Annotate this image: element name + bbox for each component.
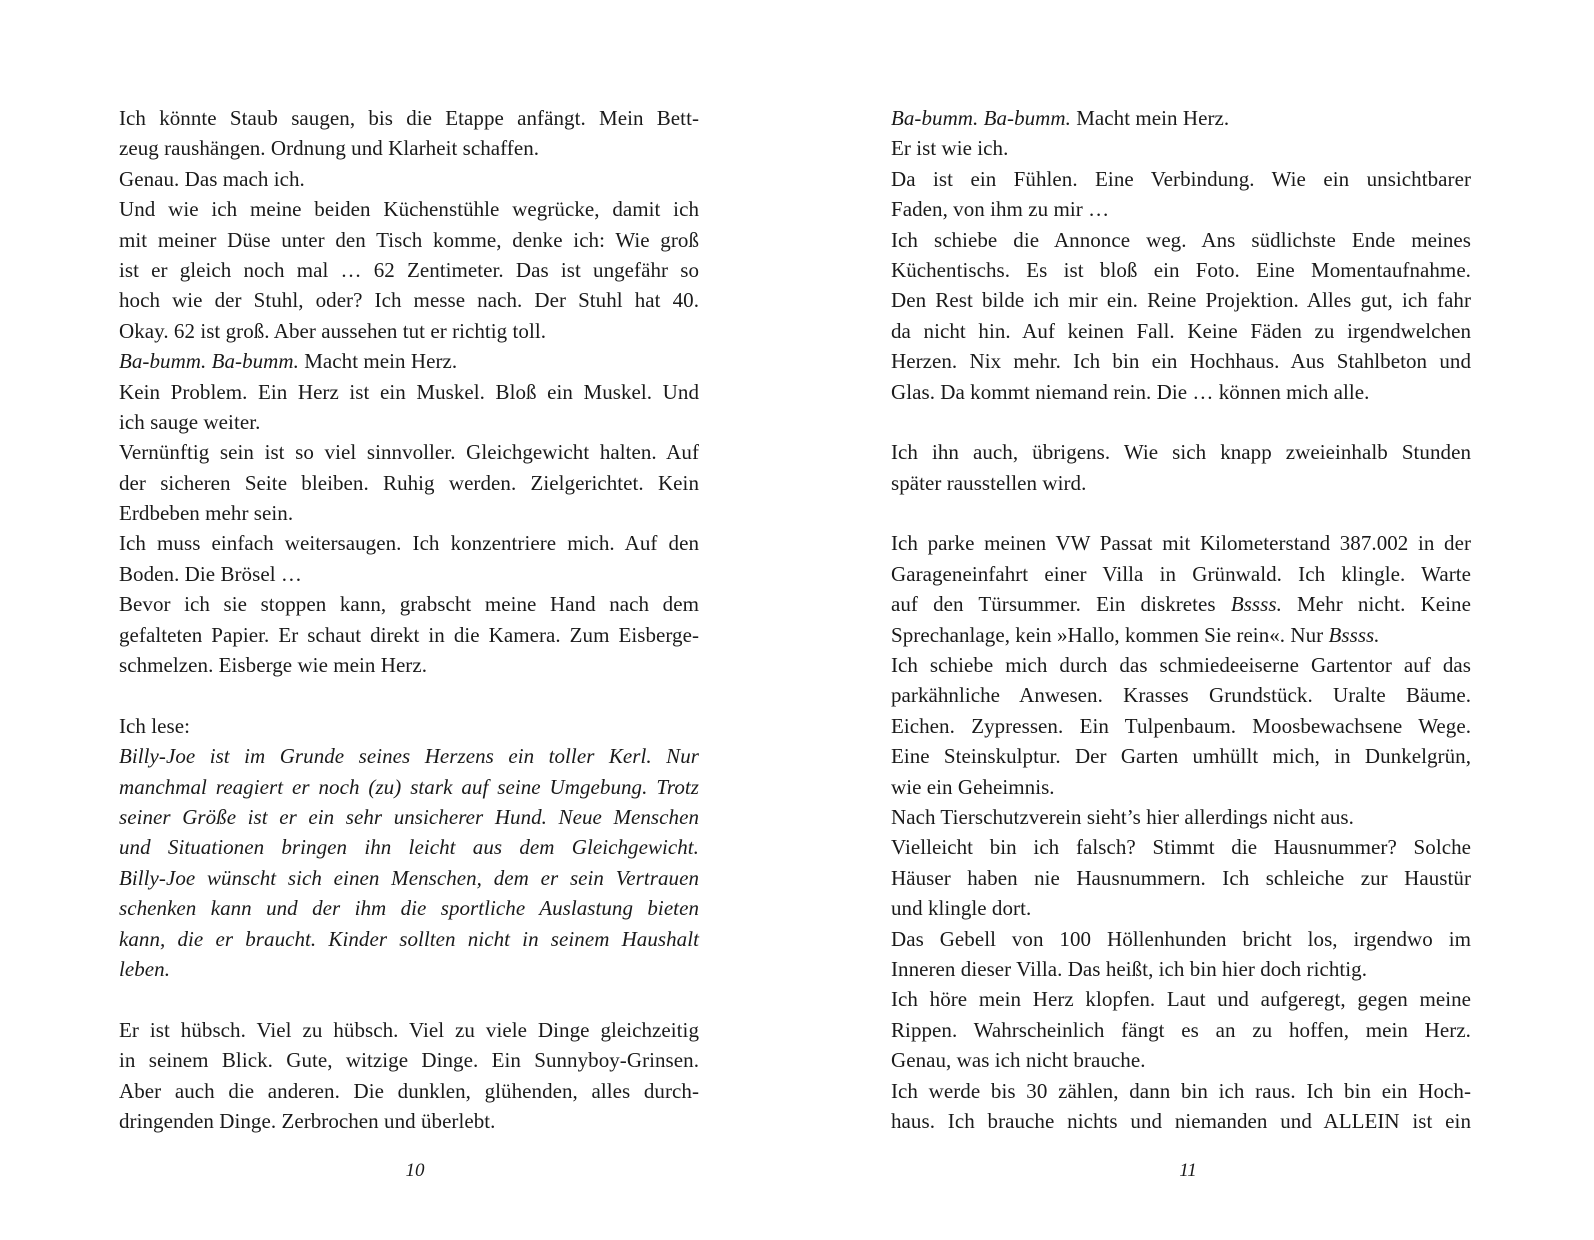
text-line (891, 346, 1471, 376)
line-text: Herzen. Nix mehr. Ich bin ein Hochhaus. Aus Stahlbeton und (891, 349, 1471, 374)
text-line (119, 863, 699, 893)
line-text: und klingle dort. (891, 896, 1032, 921)
line-text: Ich ihn auch, übrigens. Wie sich knapp zweieinhalb Stunden (891, 440, 1471, 465)
line-text: Vielleicht bin ich falsch? Stimmt die Hausnummer? Solche (891, 835, 1471, 860)
line-text: Erdbeben mehr sein. (119, 501, 294, 526)
text-line (119, 377, 699, 407)
text-line (119, 316, 699, 346)
line-text: Ich werde bis 30 zählen, dann bin ich raus. Ich bin ein Hoch- (891, 1078, 1471, 1103)
right-page-text (891, 103, 1471, 1136)
line-text: Genau, was ich nicht brauche. (891, 1048, 1146, 1073)
line-text: Er ist hübsch. Viel zu hübsch. Viel zu viele Dinge gleichzeitig (119, 1017, 699, 1042)
text-line (119, 437, 699, 467)
text-line (119, 802, 699, 832)
line-text: Macht mein Herz. (1070, 106, 1230, 130)
line-text: Den Rest bilde ich mir ein. Reine Projektion. Alles gut, ich fahr (891, 288, 1471, 313)
line-text: mit meiner Düse unter den Tisch komme, denke ich: Wie groß (119, 227, 699, 252)
text-line (891, 377, 1471, 407)
line-text: Da ist ein Fühlen. Eine Verbindung. Wie ein unsichtbarer (891, 166, 1471, 191)
line-text: Inneren dieser Villa. Das heißt, ich bin hier doch richtig. (891, 956, 1367, 981)
text-line (891, 589, 1471, 619)
line-text: seiner Größe ist er ein sehr unsicherer Hund. Neue Menschen (119, 804, 699, 829)
page-number-left: 10 (405, 1160, 425, 1181)
text-line (891, 711, 1471, 741)
text-line (891, 133, 1471, 163)
text-line (891, 285, 1471, 315)
line-text-italic: Ba-bumm. Ba-bumm. (119, 349, 299, 374)
text-line (119, 498, 699, 528)
text-line (119, 589, 699, 619)
line-text: haus. Ich brauche nichts und niemanden und ALLEIN ist ein (891, 1108, 1471, 1133)
line-text: Ich höre mein Herz klopfen. Laut und aufgeregt, gegen meine (891, 987, 1471, 1012)
line-text: ich sauge weiter. (119, 409, 261, 434)
line-text: Boden. Die Brösel … (119, 561, 302, 586)
text-line (119, 1076, 699, 1106)
text-line (891, 680, 1471, 710)
text-line (891, 984, 1471, 1014)
text-line (119, 650, 699, 680)
line-text: Küchentischs. Es ist bloß ein Foto. Eine Momentaufnahme. (891, 257, 1471, 282)
line-text: Das Gebell von 100 Höllenhunden bricht los, irgendwo im (891, 926, 1471, 951)
line-text: Bevor ich sie stoppen kann, grabscht meine Hand nach dem (119, 592, 699, 617)
line-text: Billy-Joe wünscht sich einen Menschen, dem er sein Vertrauen (119, 865, 699, 890)
text-line (891, 954, 1471, 984)
text-line (119, 559, 699, 589)
line-text: Mehr nicht. Keine (1281, 592, 1471, 617)
text-line (119, 164, 699, 194)
line-text: manchmal reagiert er noch (zu) stark auf seine Umgebung. Trotz (119, 774, 699, 799)
text-line (891, 802, 1471, 832)
line-text: parkähnliche Anwesen. Krasses Grundstück. Uralte Bäume. (891, 683, 1471, 708)
line-text: Aber auch die anderen. Die dunklen, glühenden, alles durch- (119, 1078, 699, 1103)
line-text: schenken kann und der ihm die sportliche Auslastung bieten (119, 896, 699, 921)
text-line (891, 1106, 1471, 1136)
text-line (119, 1015, 699, 1045)
line-text: Er ist wie ich. (891, 136, 1009, 161)
text-line (891, 863, 1471, 893)
text-line (119, 1045, 699, 1075)
text-line (119, 255, 699, 285)
text-line (891, 528, 1471, 558)
line-text: später rausstellen wird. (891, 470, 1087, 495)
line-text: Ich muss einfach weitersaugen. Ich konzentriere mich. Auf den (119, 531, 699, 556)
text-line (891, 1076, 1471, 1106)
text-line (119, 954, 699, 984)
text-line (891, 103, 1471, 133)
line-text: Eine Steinskulptur. Der Garten umhüllt mich, in Dunkelgrün, (891, 744, 1471, 769)
text-line (119, 893, 699, 923)
line-text: Ich lese: (119, 713, 190, 738)
text-line (891, 832, 1471, 862)
line-text-italic: Bssss. (1230, 592, 1282, 617)
line-text-italic: Bssss. (1328, 622, 1380, 647)
line-text: Garageneinfahrt einer Villa in Grünwald. Ich klingle. Warte (891, 561, 1471, 586)
text-line (891, 164, 1471, 194)
text-line (119, 528, 699, 558)
line-text: Ich parke meinen VW Passat mit Kilometerstand 387.002 in der (891, 531, 1471, 556)
text-line (119, 620, 699, 650)
text-line (119, 741, 699, 771)
line-text: und Situationen bringen ihn leicht aus dem Gleichgewicht. (119, 835, 699, 860)
line-text: Glas. Da kommt niemand rein. Die … können mich alle. (891, 379, 1370, 404)
text-line (891, 924, 1471, 954)
text-line (891, 559, 1471, 589)
text-line (119, 407, 699, 437)
text-line (119, 984, 699, 1014)
text-line (119, 133, 699, 163)
line-text: in seinem Blick. Gute, witzige Dinge. Ein Sunnyboy-Grinsen. (119, 1048, 699, 1073)
text-line (891, 741, 1471, 771)
text-line (119, 772, 699, 802)
text-line (891, 893, 1471, 923)
line-text: da nicht hin. Auf keinen Fall. Keine Fäden zu irgendwelchen (891, 318, 1471, 343)
text-line (119, 924, 699, 954)
line-text: Kein Problem. Ein Herz ist ein Muskel. Bloß ein Muskel. Und (119, 379, 699, 404)
line-text: der sicheren Seite bleiben. Ruhig werden. Zielgerichtet. Kein (119, 470, 699, 495)
line-text: ist er gleich noch mal … 62 Zentimeter. Das ist ungefähr so (119, 257, 699, 282)
text-line (119, 346, 699, 376)
text-line (119, 225, 699, 255)
text-line (891, 437, 1471, 467)
text-line (119, 285, 699, 315)
text-line (891, 650, 1471, 680)
line-text-roman: Sprechanlage, kein »Hallo, kommen Sie rein«. Nur (891, 622, 1329, 647)
text-line (891, 316, 1471, 346)
line-text: gefalteten Papier. Er schaut direkt in die Kamera. Zum Eisberge- (119, 622, 699, 647)
text-line (891, 194, 1471, 224)
text-line (119, 194, 699, 224)
text-line (891, 468, 1471, 498)
line-text: Ich schiebe mich durch das schmiedeeiserne Gartentor auf das (891, 653, 1471, 678)
text-line (891, 1045, 1471, 1075)
text-line (891, 620, 1471, 650)
line-text: kann, die er braucht. Kinder sollten nicht in seinem Haushalt (119, 926, 699, 951)
text-line (119, 832, 699, 862)
text-line (891, 255, 1471, 285)
text-line (891, 498, 1471, 528)
line-text: Häuser haben nie Hausnummern. Ich schleiche zur Haustür (891, 865, 1471, 890)
line-text: Genau. Das mach ich. (119, 166, 305, 191)
line-text: Nach Tierschutzverein sieht’s hier allerdings nicht aus. (891, 804, 1354, 829)
line-text: Macht mein Herz. (298, 349, 458, 374)
text-line (119, 103, 699, 133)
line-text: Billy-Joe ist im Grunde seines Herzens ein toller Kerl. Nur (119, 744, 699, 769)
line-text: Ich schiebe die Annonce weg. Ans südlichste Ende meines (891, 227, 1471, 252)
text-line (891, 772, 1471, 802)
line-text: schmelzen. Eisberge wie mein Herz. (119, 653, 428, 678)
page-number-right: 11 (1179, 1160, 1197, 1181)
line-text: Vernünftig sein ist so viel sinnvoller. Gleichgewicht halten. Auf (119, 440, 699, 465)
text-line (891, 225, 1471, 255)
text-line (119, 711, 699, 741)
line-text: dringenden Dinge. Zerbrochen und überlebt. (119, 1108, 496, 1133)
line-text: zeug raushängen. Ordnung und Klarheit schaffen. (119, 136, 540, 161)
line-text: leben. (119, 956, 171, 981)
line-text: Okay. 62 ist groß. Aber aussehen tut er richtig toll. (119, 318, 547, 343)
text-line (891, 1015, 1471, 1045)
line-text: Ich könnte Staub saugen, bis die Etappe anfängt. Mein Bett- (119, 106, 699, 130)
line-text: Faden, von ihm zu mir … (891, 197, 1110, 222)
line-text: hoch wie der Stuhl, oder? Ich messe nach. Der Stuhl hat 40. (119, 288, 699, 313)
line-text: Und wie ich meine beiden Küchenstühle wegrücke, damit ich (119, 197, 699, 222)
left-page-text (119, 103, 699, 1136)
text-line (119, 1106, 699, 1136)
text-line (119, 468, 699, 498)
text-line (119, 680, 699, 710)
line-text-roman: auf den Türsummer. Ein diskretes (891, 592, 1231, 617)
text-line (891, 407, 1471, 437)
line-text: Rippen. Wahrscheinlich fängt es an zu hoffen, mein Herz. (891, 1017, 1471, 1042)
line-text: Eichen. Zypressen. Ein Tulpenbaum. Moosbewachsene Wege. (891, 713, 1471, 738)
line-text-italic: Ba-bumm. Ba-bumm. (891, 106, 1071, 130)
line-text: wie ein Geheimnis. (891, 774, 1055, 799)
